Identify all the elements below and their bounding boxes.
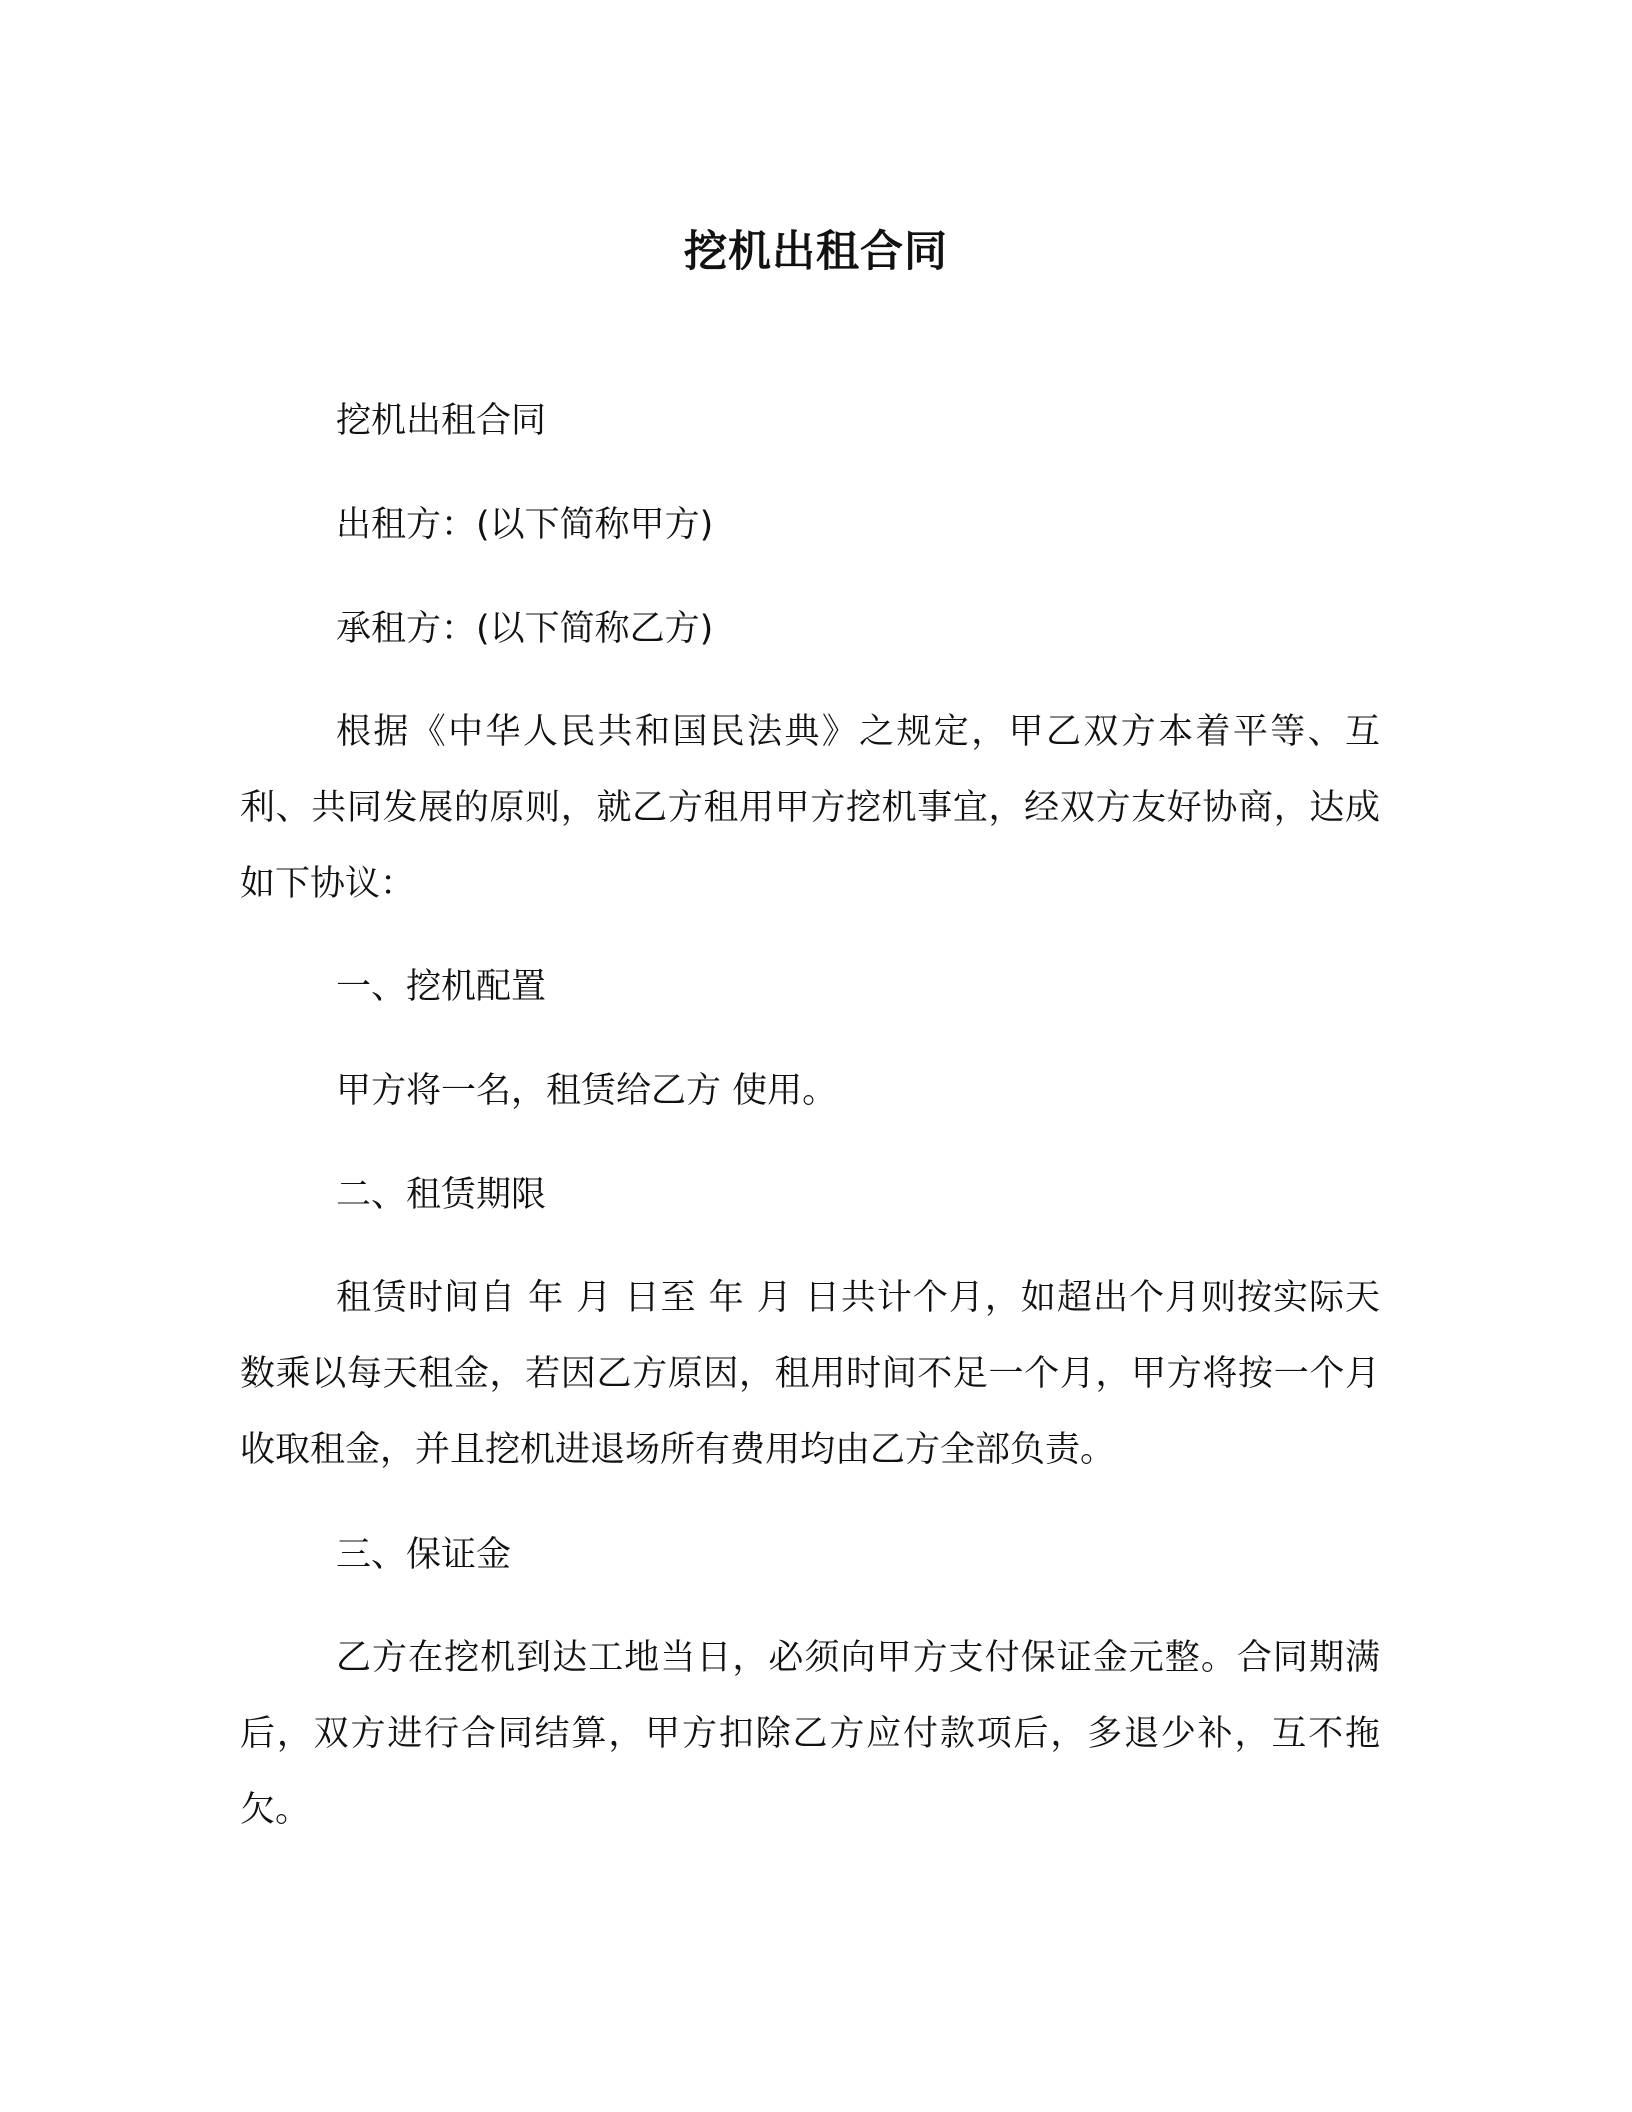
document-title: 挖机出租合同 [684, 227, 948, 277]
document-subtitle: 挖机出租合同 [336, 401, 547, 441]
lessor-line: 出租方：(以下简称甲方) [336, 505, 714, 545]
preamble-paragraph: 根据《中华人民共和国民法典》之规定，甲乙双方本着平等、互利、共同发展的原则，就乙方租用甲方挖机事宜，经双方友好协商，达成如下协议： [240, 712, 1380, 904]
section-heading-equipment: 一、挖机配置 [336, 967, 547, 1007]
section-heading-term: 二、租赁期限 [336, 1175, 547, 1215]
section-body-equipment: 甲方将一名，租赁给乙方 使用。 [336, 1071, 838, 1111]
section-body-deposit: 乙方在挖机到达工地当日，必须向甲方支付保证金元整。合同期满后，双方进行合同结算，甲方扣除乙方应付款项后，多退少补，互不拖欠。 [240, 1638, 1380, 1830]
section-heading-deposit: 三、保证金 [336, 1535, 512, 1575]
section-body-term: 租赁时间自 年 月 日至 年 月 日共计个月，如超出个月则按实际天数乘以每天租金，若因乙方原因，租用时间不足一个月，甲方将按一个月收取租金，并且挖机进退场所有费用均由乙方全部负责。 [240, 1278, 1380, 1470]
lessee-line: 承租方：(以下简称乙方) [336, 609, 714, 649]
